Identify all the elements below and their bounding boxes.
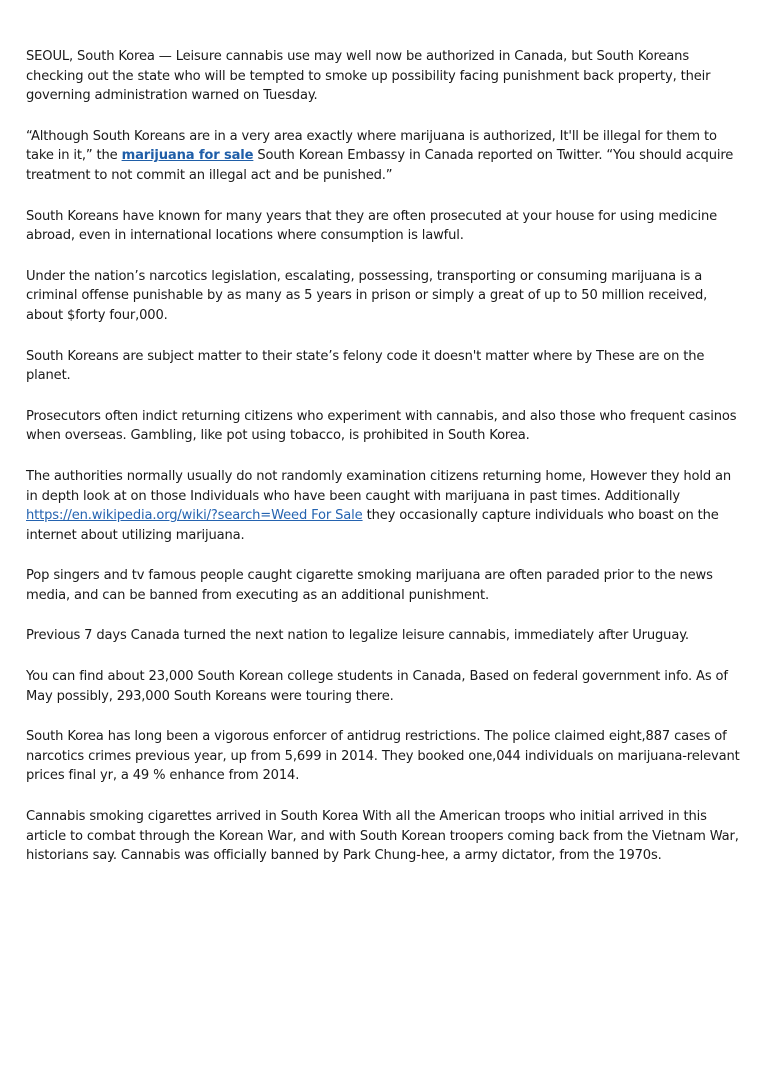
paragraph-text: South Korean Embassy in Canada reported on Twitter. “You should acquire treatment to not commit an illegal act and be punished.” xyxy=(26,148,734,183)
paragraph-students: You can find about 23,000 South Korean college students in Canada, Based on federal government info. As of May possibly, 293,000 South Koreans were touring there. xyxy=(26,669,728,704)
paragraph-text: they occasionally capture individuals who boast on the internet about utilizing marijuana. xyxy=(26,508,719,543)
paragraph-enforcement: South Korea has long been a vigorous enforcer of antidrug restrictions. The police claimed eight,887 cases of narcotics crimes previous year, up from 5,699 in 2014. They booked one,044 individuals on marijuana-relevant prices final yr, a 49 % enhance from 2014. xyxy=(26,729,740,784)
paragraph-text: The authorities normally usually do not randomly examination citizens returning home, However they hold an in depth look at on those Individuals who have been caught with marijuana in past times. Additionally xyxy=(26,468,732,504)
paragraph-authorities xyxy=(26,467,746,545)
paragraph-prosecutors: Prosecutors often indict returning citizens who experiment with cannabis, and also those who frequent casinos when overseas. Gambling, like pot using tobacco, is prohibited in South Korea. xyxy=(26,408,737,444)
paragraph-history: Cannabis smoking cigarettes arrived in South Korea With all the American troops who initial arrived in this article to combat through the Korean War, and with South Korean troopers coming back from the Vietnam War, historians say. Cannabis was officially banned by Park Chung-hee, a army dictator, from the 1970s. xyxy=(26,809,739,864)
marijuana-for-sale-link[interactable]: marijuana for sale xyxy=(121,148,254,164)
paragraph-text: “Although South Koreans are in a very area exactly where marijuana is authorized, It'll be illegal for them to take in it,” the xyxy=(26,128,717,164)
paragraph-intro: SEOUL, South Korea — Leisure cannabis use may well now be authorized in Canada, but South Koreans checking out the state who will be tempted to smoke up possibility facing punishment back property, their governing administration warned on Tuesday. xyxy=(26,49,711,104)
paragraph-embassy-quote xyxy=(26,127,746,186)
paragraph-felony-code: South Koreans are subject matter to their state’s felony code it doesn't matter where by These are on the planet. xyxy=(26,348,705,384)
paragraph-pop-singers: Pop singers and tv famous people caught cigarette smoking marijuana are often paraded prior to the news media, and can be banned from executing as an additional punishment. xyxy=(26,568,713,603)
paragraph-prosecution: South Koreans have known for many years that they are often prosecuted at your house for using medicine abroad, even in international locations where consumption is lawful. xyxy=(26,208,718,244)
paragraph-canada-legalize: Previous 7 days Canada turned the next nation to legalize leisure cannabis, immediately after Uruguay. xyxy=(26,628,689,644)
paragraph-narcotics-law: Under the nation’s narcotics legislation, escalating, possessing, transporting or consuming marijuana is a criminal offense punishable by as many as 5 years in prison or simply a great of up to 50 million received, about $forty four,000. xyxy=(26,268,708,323)
article-body xyxy=(26,47,746,887)
wikipedia-weed-link[interactable]: https://en.wikipedia.org/wiki/?search=Weed For Sale xyxy=(26,508,363,524)
